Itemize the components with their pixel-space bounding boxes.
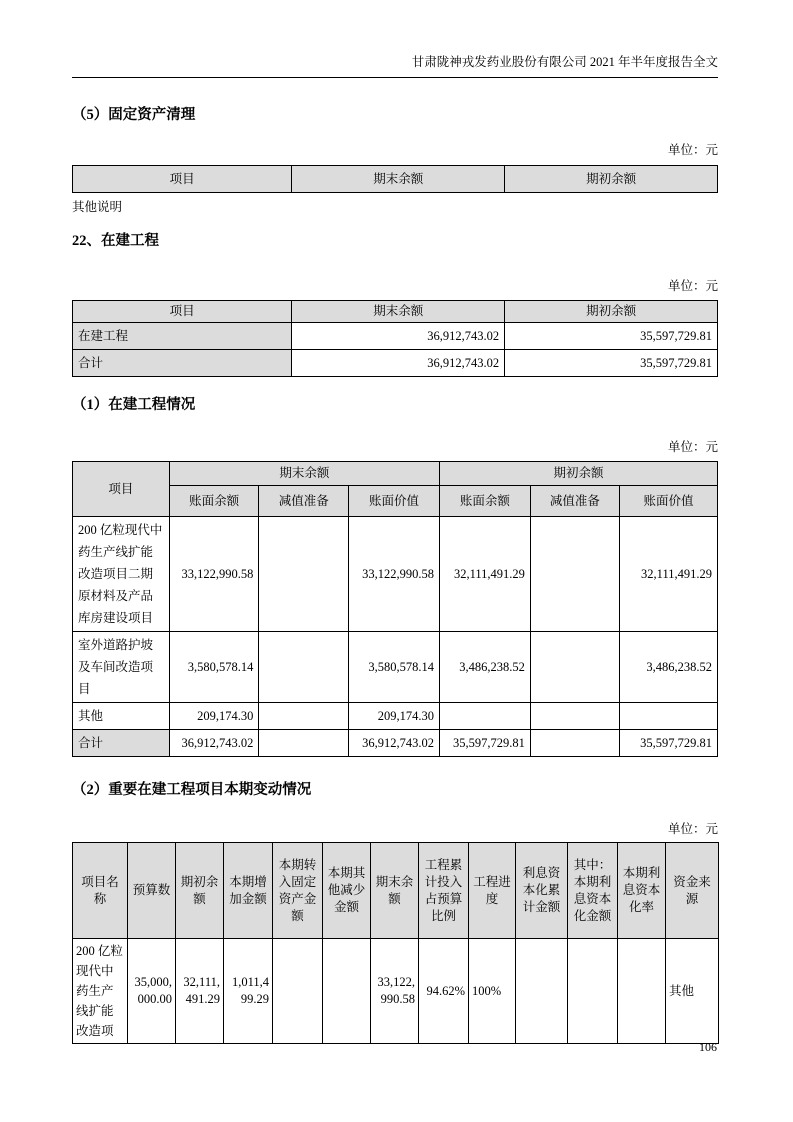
row-label: 在建工程: [73, 323, 292, 350]
begin-impairment: [530, 517, 619, 632]
column-header-interest-cap-total: 利息资本化累计金额: [516, 843, 568, 939]
increase-value: 1,011,499.29: [224, 939, 273, 1044]
begin-impairment: [530, 703, 619, 730]
begin-book-balance: [439, 703, 530, 730]
unit-label: 单位：元: [667, 279, 718, 293]
column-header-progress: 工程进度: [469, 843, 516, 939]
interest-cap-total-value: [516, 939, 568, 1044]
table-row: [73, 517, 718, 632]
total-label: 合计: [73, 730, 170, 757]
beginning-balance-value: 35,597,729.81: [505, 323, 718, 350]
begin-book-balance: 32,111,491.29: [439, 517, 530, 632]
table-header-row: [73, 301, 718, 323]
ending-balance-value: 36,912,743.02: [292, 350, 505, 377]
begin-book-balance: 35,597,729.81: [439, 730, 530, 757]
end-book-value: 36,912,743.02: [349, 730, 440, 757]
column-header-ending-balance: 期末余额: [371, 843, 419, 939]
page-content: [72, 0, 718, 1044]
project-name: 200 亿粒现代中药生产线扩能改造项: [73, 939, 128, 1044]
begin-book-value: 3,486,238.52: [619, 632, 717, 703]
column-header-ending-balance: 期末余额: [292, 166, 505, 193]
end-impairment: [259, 517, 349, 632]
column-header-beginning-balance: 期初余额: [505, 301, 718, 323]
cip-changes-table: [72, 842, 719, 1044]
section-heading-cip-status: （1）在建工程情况: [72, 397, 196, 413]
end-book-balance: 36,912,743.02: [169, 730, 259, 757]
unit-label: 单位：元: [667, 143, 718, 157]
document-header: 甘肃陇神戎发药业股份有限公司 2021 年半年度报告全文: [72, 0, 718, 78]
budget-value: 35,000,000.00: [128, 939, 176, 1044]
begin-book-value: 35,597,729.81: [619, 730, 717, 757]
beginning-balance-value: 32,111,491.29: [176, 939, 224, 1044]
end-book-balance: 3,580,578.14: [169, 632, 259, 703]
column-header-beginning-balance: 期初余额: [176, 843, 224, 939]
ending-balance-value: 36,912,743.02: [292, 323, 505, 350]
row-label: 合计: [73, 350, 292, 377]
section-heading-cip-changes: （2）重要在建工程项目本期变动情况: [72, 782, 312, 798]
column-header-beginning-balance: 期初余额: [505, 166, 718, 193]
column-header-book-value: 账面价值: [619, 486, 717, 517]
column-header-book-value: 账面价值: [349, 486, 440, 517]
project-name: 200 亿粒现代中药生产线扩能改造项目二期原材料及产品库房建设项目: [73, 517, 170, 632]
column-header-interest-cap-period: 其中：本期利息资本化金额: [568, 843, 618, 939]
beginning-balance-value: 35,597,729.81: [505, 350, 718, 377]
ending-balance-value: 33,122,990.58: [371, 939, 419, 1044]
column-header-other-decrease: 本期其他减少金额: [323, 843, 371, 939]
table-row: [73, 632, 718, 703]
unit-label: 单位：元: [667, 822, 718, 836]
end-impairment: [259, 703, 349, 730]
table-header-row: [73, 843, 719, 939]
table-row-total: [73, 730, 718, 757]
unit-label: 单位：元: [667, 440, 718, 454]
column-header-project-name: 项目名称: [73, 843, 128, 939]
other-notes-label: 其他说明: [72, 200, 123, 214]
begin-book-balance: 3,486,238.52: [439, 632, 530, 703]
end-book-balance: 33,122,990.58: [169, 517, 259, 632]
column-header-increase: 本期增加金额: [224, 843, 273, 939]
progress-value: 100%: [469, 939, 516, 1044]
column-header-impairment: 减值准备: [259, 486, 349, 517]
fixed-asset-disposal-table: [72, 165, 718, 193]
begin-impairment: [530, 632, 619, 703]
table-header-row-groups: [73, 462, 718, 486]
project-name: 其他: [73, 703, 170, 730]
column-header-impairment: 减值准备: [530, 486, 619, 517]
column-header-fund-source: 资金来源: [666, 843, 719, 939]
column-header-ending-balance: 期末余额: [292, 301, 505, 323]
column-header-budget: 预算数: [128, 843, 176, 939]
cip-detail-table: [72, 461, 718, 757]
column-header-item: 项目: [73, 301, 292, 323]
column-header-transfer-to-fixed-assets: 本期转入固定资产金额: [273, 843, 323, 939]
end-impairment: [259, 730, 349, 757]
column-header-book-balance: 账面余额: [439, 486, 530, 517]
cip-summary-table: [72, 300, 718, 377]
table-row: [73, 703, 718, 730]
interest-cap-period-value: [568, 939, 618, 1044]
page-number: 106: [699, 1040, 717, 1054]
begin-impairment: [530, 730, 619, 757]
group-header-ending-balance: 期末余额: [169, 462, 439, 486]
column-header-book-balance: 账面余额: [169, 486, 259, 517]
end-book-balance: 209,174.30: [169, 703, 259, 730]
interest-cap-rate-value: [618, 939, 666, 1044]
column-header-item: 项目: [73, 166, 292, 193]
table-header-row-sub: [73, 486, 718, 517]
end-book-value: 3,580,578.14: [349, 632, 440, 703]
fund-source-value: 其他: [666, 939, 719, 1044]
table-row: [73, 323, 718, 350]
end-book-value: 209,174.30: [349, 703, 440, 730]
begin-book-value: [619, 703, 717, 730]
table-row-total: [73, 350, 718, 377]
end-book-value: 33,122,990.58: [349, 517, 440, 632]
section-heading-cip: 22、在建工程: [72, 233, 159, 249]
project-name: 室外道路护坡及车间改造项目: [73, 632, 170, 703]
column-header-item: 项目: [73, 462, 170, 517]
column-header-invest-ratio: 工程累计投入占预算比例: [419, 843, 469, 939]
transfer-to-fixed-assets-value: [273, 939, 323, 1044]
column-header-interest-cap-rate: 本期利息资本化率: [618, 843, 666, 939]
invest-ratio-value: 94.62%: [419, 939, 469, 1044]
end-impairment: [259, 632, 349, 703]
other-decrease-value: [323, 939, 371, 1044]
table-row: [73, 939, 719, 1044]
table-header-row: [73, 166, 718, 193]
group-header-beginning-balance: 期初余额: [439, 462, 717, 486]
begin-book-value: 32,111,491.29: [619, 517, 717, 632]
section-heading-fixed-asset-disposal: （5）固定资产清理: [72, 107, 196, 123]
